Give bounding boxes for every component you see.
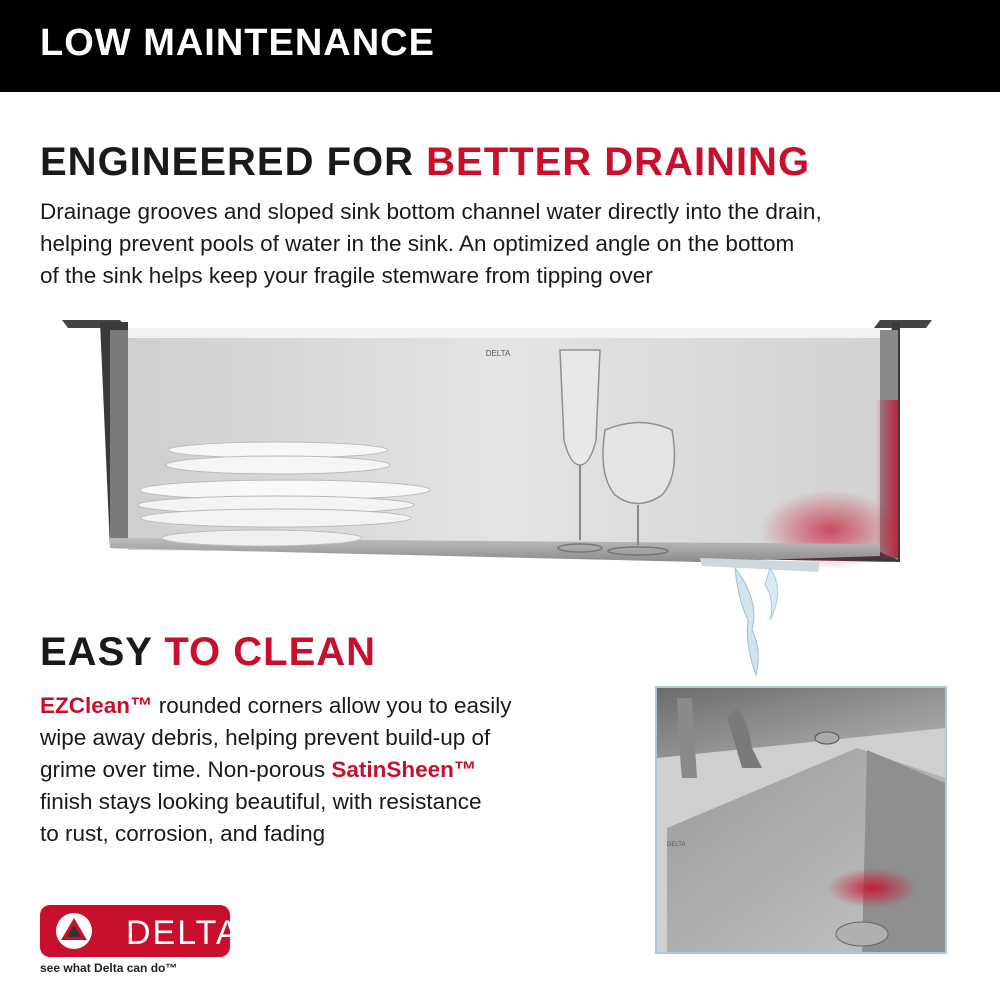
section-heading-clean	[40, 630, 376, 675]
description-line: Drainage grooves and sloped sink bottom channel water directly into the drain,	[40, 199, 822, 224]
logo-tagline: see what Delta can do™	[40, 961, 178, 975]
heading-dark-part: ENGINEERED FOR	[40, 140, 415, 184]
description-line: finish stays looking beautiful, with resistance	[40, 789, 482, 814]
delta-triangle-icon	[48, 905, 100, 957]
ezclean-brand: EZClean™	[40, 693, 153, 718]
inset-brand-mark: DELTA	[667, 842, 686, 848]
heading-red-part: TO CLEAN	[164, 630, 377, 674]
clean-description	[40, 690, 511, 850]
heading-red-part: BETTER DRAINING	[426, 140, 811, 184]
description-text: grime over time. Non-porous	[40, 757, 332, 782]
header-bar	[0, 0, 1000, 92]
delta-logo	[40, 905, 241, 957]
logo-wordmark: DELTA	[126, 914, 241, 952]
heading-dark-part: EASY	[40, 630, 153, 674]
description-line: of the sink helps keep your fragile stemware from tipping over	[40, 263, 653, 288]
description-text: rounded corners allow you to easily	[152, 693, 512, 718]
description-line: wipe away debris, helping prevent build-up of	[40, 725, 491, 750]
section-heading-draining	[40, 140, 810, 185]
sink-corner-photo	[655, 686, 947, 954]
satinsheen-brand: SatinSheen™	[331, 757, 477, 782]
page-title: LOW MAINTENANCE	[40, 22, 435, 64]
sink-brand-mark: DELTA	[485, 349, 511, 358]
description-line	[40, 754, 511, 786]
description-line: to rust, corrosion, and fading	[40, 821, 326, 846]
description-line: helping prevent pools of water in the sink. An optimized angle on the bottom	[40, 231, 795, 256]
draining-description	[40, 196, 822, 292]
description-line	[40, 690, 511, 722]
